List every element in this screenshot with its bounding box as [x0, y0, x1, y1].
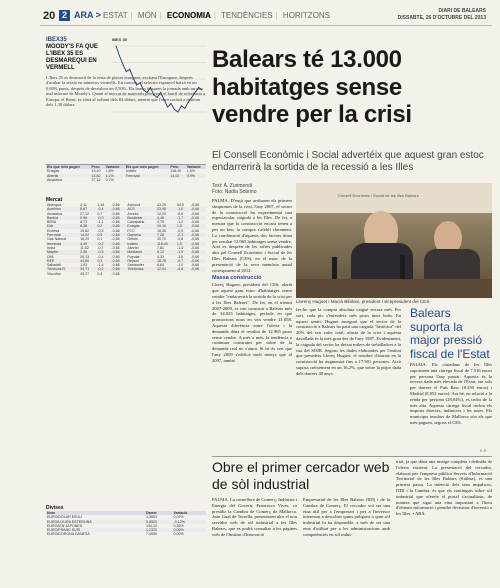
- table-cell: -0,12%: [173, 520, 206, 524]
- table-cell: Popular: [127, 254, 140, 259]
- table-cell: REE: [46, 259, 79, 263]
- table-cell: OHL: [47, 254, 55, 259]
- photo-backdrop-sign: Consell Econòmic i Social de les Illes Balears: [338, 193, 419, 198]
- table-cell: -0,66: [190, 207, 206, 211]
- indices-header-price: Preu: [91, 165, 105, 169]
- table-cell: 26,13: [80, 254, 90, 259]
- indices-header-name-2: Els que més pugen: [125, 165, 170, 169]
- table-cell: 7,28: [156, 233, 176, 237]
- table-cell: -0,4: [97, 254, 104, 259]
- table-cell: -1,7: [176, 216, 190, 220]
- table-cell: 43,20: [157, 203, 167, 207]
- table-cell: -0,5: [96, 250, 110, 254]
- table-cell: -0,66: [111, 228, 120, 233]
- table-cell: 0,9: [96, 233, 110, 237]
- table-cell: -0,66: [111, 245, 120, 250]
- table-cell: 4,48: [156, 216, 176, 220]
- article-subhead: Massa construcció: [212, 275, 262, 282]
- publication-info: [398, 8, 486, 22]
- mercat-table: [46, 203, 206, 276]
- table-cell: Arcelor: [127, 211, 139, 216]
- photo-table: [296, 279, 492, 298]
- table-cell: -1,0: [176, 263, 184, 268]
- table-cell: Amadeus: [47, 177, 63, 182]
- table-cell: -0,66: [110, 250, 126, 254]
- table-cell: Acciona: [127, 203, 141, 207]
- ibex-tag: IBEX35: [46, 37, 67, 43]
- table-cell: 0,4: [97, 271, 103, 276]
- table-cell: 30,70: [157, 237, 167, 242]
- table-cell: Mapfre: [46, 250, 79, 254]
- table-cell: 34,71: [79, 267, 96, 271]
- headline-line-1: Balears té 13.000: [212, 46, 402, 73]
- table-cell: -0,66: [190, 224, 206, 228]
- divises-label: Divises: [46, 505, 64, 511]
- section-name[interactable]: ARA >: [74, 10, 101, 20]
- table-cell: 0,1: [97, 237, 103, 242]
- publication-name: DIARI DE BALEARS: [438, 8, 486, 14]
- page-header: [40, 6, 492, 26]
- indices-header-change: Variació: [105, 165, 125, 169]
- table-cell: 4,33: [157, 254, 165, 259]
- table-cell: -1,0: [176, 207, 190, 211]
- sidebar-headline: Balears suporta la major pressió fiscal de l'Estat: [410, 306, 490, 361]
- table-cell: Ferrovial: [46, 233, 79, 237]
- table-cell: -1,4: [97, 263, 104, 268]
- table-cell: 118,40: [170, 169, 182, 174]
- table-cell: 0,9%: [186, 174, 206, 178]
- article2-column-2: Empresarial de les Illes Balears (IDI) i de la Cambra de Comerç. El cercador vol ser una eina útil per a l'empresari i per a l'inversor interessat a descobrir quins polígons o quin sòl industrial hi ha disponible, a més de ser una eina d'utilitat per a les administracions amb competències en sòl indus-: [303, 497, 390, 537]
- table-cell: -0,66: [110, 233, 126, 237]
- table-cell: Mediaset: [126, 250, 156, 254]
- table-cell: 11,52: [80, 245, 89, 250]
- article2-column-1: PALMA. La consellera de Comerç, Indústria i Energia del Govern, Francesca Vives, va presidir la Cambra de Comerç de Mallorca, Joan Gual de Torrella, presentaren ahir el nou servidor web de sòl industrial a les Illes Balears, que es podrà consultar a les pàgines web de l'Institut d'Innovació: [212, 497, 297, 537]
- table-cell: 0,7%: [105, 177, 114, 182]
- byline: [212, 183, 292, 195]
- nav-item-horitzons[interactable]: HORITZONS: [282, 11, 331, 20]
- table-cell: Acerinox: [46, 207, 79, 211]
- table-cell: -1,6: [176, 254, 184, 259]
- divises-header-last: Darrer: [145, 511, 173, 515]
- indices-header-change-2: Variació: [186, 165, 206, 169]
- table-row: [46, 272, 206, 276]
- table-cell: Grifols: [127, 237, 138, 242]
- table-cell: Gas Natural: [47, 237, 67, 242]
- table-cell: 1,45: [97, 203, 105, 207]
- table-cell: 12,20: [157, 211, 167, 216]
- table-cell: 0,35%: [173, 523, 184, 528]
- table-cell: -0,2: [96, 267, 110, 271]
- table-cell: 2,96: [79, 250, 96, 254]
- ibex-summary: L'Ibex 35 es desmarcà de la resta de places europees, excitant l'Europace, després d'acabar la sessió en números vermells. En concret, el selectiu espanyol baixà en un 0,60% punts, després de desvalora un 0,50%. Els bancs feixaren la jornada amb un clar mal informe de Moody's. Quant al mercat de materials primeres, el barril de referència a Europa, el Brent, es situà al voltant dels 84 dòlars, mentre que l'euro cotitzà a fenitom dels 1,38 dòlars.: [46, 75, 205, 108]
- table-cell: -0,66: [190, 228, 200, 233]
- nav-item-economia[interactable]: ECONOMIA: [166, 11, 211, 20]
- ibex-data-point: [177, 112, 178, 113]
- indices-header-price-2: Preu: [169, 165, 185, 169]
- table-cell: -0,66: [190, 267, 206, 271]
- table-cell: Santander: [127, 263, 144, 268]
- table-cell: -0,66: [190, 203, 200, 207]
- table-cell: 1,2320: [145, 528, 173, 532]
- article-divider: [212, 456, 492, 457]
- ibex-data-point: [129, 69, 130, 70]
- table-cell: Telefónica: [126, 267, 156, 271]
- header-rule: [40, 25, 492, 26]
- section-nav: ESTAT | MÓN | ECONOMIA | TENDÈNCIES | HORITZONS: [103, 11, 331, 20]
- ibex-box: [46, 37, 108, 72]
- table-cell: -0,66: [190, 263, 200, 268]
- divises-table: [46, 511, 206, 537]
- table-cell: Gamesa: [126, 233, 156, 237]
- table-cell: -1,1: [97, 220, 104, 225]
- article-col1-text: PALMA. D'ençà que arribaren els primers símptomes de la crisi, l'any 2007, el sector de la construcció ha experimentat una espectacular caiguda a les Illes. De fet, a mesura que la construcció encara tenen a pes no ben, la compra s'afeblí clarament. La combinació d'aquests dos factors dona per resultat 12.965 habitatges sense vendre. Així es desprèn de les xifres publicades ahir pel Consell Econòmic i Social de les Illes Balears (CES), en el marc de la presentació de la seva memòria anual corresponent al 2012.: [212, 198, 292, 273]
- table-cell: 27,12: [80, 211, 90, 216]
- table-cell: -0,66: [110, 207, 126, 211]
- table-cell: -0,66: [110, 224, 126, 228]
- table-cell: Jazztel: [127, 245, 139, 250]
- table-cell: 1,1%: [105, 174, 125, 178]
- photo-caption: Llorenç Huguet i Macià Bibiloni, president i vicepresident del CES.: [296, 299, 431, 304]
- table-cell: FCC: [127, 228, 135, 233]
- table-cell: EURO/DÒLAR EEUU: [47, 515, 82, 520]
- article-col1b-text: Lloreç Huguet, president del CES, alertà que aquest gran estoc d'habitatges sense vendre "endarrerirà la sortida de la crisi per a les Illes Balears". De fet, en el trienni 2007-2009, es van construir a Balears més de 34.023 habitatges, període en què promocions nous en van vendre 21.058. Aquesta diferència entre l'oferta i la demanda dóna el resultat de 12.965 pisos sense vendre. A més a més, la tendència a continuar construint per sobre de la demanda real no s'atura. Si bé és cert que l'any 2009 s'edificà molt menys que al 2007, també.: [212, 282, 292, 363]
- table-cell: EURO/IEN JAPONÈS: [47, 523, 83, 528]
- table-cell: -0,66: [190, 237, 200, 242]
- table-cell: 0,3: [96, 259, 110, 263]
- table-cell: -0,66: [190, 250, 206, 254]
- table-cell: -0,66: [190, 233, 206, 237]
- table-cell: Técnicas R.: [46, 267, 79, 271]
- table-cell: 16,20: [80, 237, 90, 242]
- table-cell: 19,62: [80, 228, 90, 233]
- indices-table: [46, 165, 206, 182]
- ibex-data-point: [184, 108, 185, 109]
- table-cell: 0,7: [97, 211, 103, 216]
- table-cell: Caixabank: [127, 220, 145, 225]
- indices-section: [46, 164, 206, 182]
- main-headline: [212, 46, 492, 129]
- table-cell: 118,40: [156, 242, 176, 246]
- sidebar-tag: E.P.: [480, 448, 488, 453]
- table-cell: 1,93: [80, 263, 88, 268]
- table-cell: -0,66: [111, 237, 120, 242]
- table-cell: -0,8: [176, 267, 190, 271]
- table-cell: Bankia: [46, 216, 79, 220]
- markets-column: [46, 37, 206, 582]
- table-cell: -0,66: [110, 242, 126, 246]
- table-cell: 0,2: [96, 224, 110, 228]
- table-cell: Repsol: [126, 259, 156, 263]
- table-cell: -0,8: [176, 237, 184, 242]
- table-cell: -0,4: [96, 207, 110, 211]
- table-cell: 7,4590: [146, 532, 157, 537]
- divises-header-name: Nom: [46, 511, 145, 515]
- table-cell: -0,66: [190, 216, 206, 220]
- table-cell: -0,2: [96, 242, 110, 246]
- table-cell: EURO/LLIURA ESTERLINA: [46, 520, 145, 524]
- table-cell: 14,02: [79, 233, 96, 237]
- table-cell: DIA: [46, 224, 79, 228]
- table-cell: 8,87: [79, 207, 96, 211]
- section-badge: 2: [59, 10, 70, 21]
- table-cell: -0,66: [190, 220, 200, 225]
- table-cell: EURO/FRANC SUÍS: [46, 528, 145, 532]
- table-cell: 1,8%: [105, 169, 114, 174]
- indices-header-name: Els que més pugen: [46, 165, 91, 169]
- microphone-icon: [332, 257, 337, 279]
- table-cell: Bankinter: [126, 216, 156, 220]
- headline-line-2: habitatges sense: [212, 73, 402, 101]
- photo-backdrop: [296, 183, 492, 213]
- table-cell: -2,1: [176, 233, 190, 237]
- article-photo: [296, 183, 492, 298]
- table-cell: 4,49: [79, 242, 96, 246]
- table-row: [46, 178, 206, 182]
- table-cell: -0,66: [111, 263, 120, 268]
- table-cell: ACS: [126, 207, 156, 211]
- chart-title: IBEX 35: [112, 37, 127, 42]
- table-cell: 2,11: [80, 203, 87, 207]
- table-cell: 134,12: [146, 523, 157, 528]
- ibex-data-point: [119, 55, 120, 56]
- table-cell: 44,9: [176, 203, 184, 207]
- table-cell: Sabadell: [47, 263, 61, 268]
- table-cell: 19,10: [156, 224, 176, 228]
- table-cell: -0,66: [111, 220, 120, 225]
- table-cell: -0,66: [111, 211, 120, 216]
- table-cell: 19,10: [91, 169, 101, 174]
- table-cell: Enagás: [126, 224, 156, 228]
- table-cell: -1,2: [176, 220, 184, 225]
- table-cell: -1,9: [176, 250, 190, 254]
- table-cell: 18,78: [156, 259, 176, 263]
- table-cell: -0,9: [176, 228, 184, 233]
- article2-column-3: trial, ja que dóna una imatge completa i definida de l'oferta existent. La presentació del cercador, elaborat per l'empresa pública Serveis d'Informació Territorial de les Illes Balears (Sitibsa), és una primera passa. La intenció dels seus impulsors, l'IDI i la Cambra, és que els continguts sobre sòl industrial que ofereix el portal s'actualitzin, de manera que sigui una eina important a l'hora d'obtenir informació i prendre decisions d'inversió a les Illes. • ARA: [396, 459, 492, 517]
- microphone-icon-2: [400, 255, 405, 279]
- table-cell: 0,96: [79, 216, 96, 220]
- byline-text: Text: A. Zurimendi: [212, 183, 253, 189]
- table-cell: 6,64: [157, 263, 165, 268]
- divises-header-change: Variació: [173, 511, 206, 515]
- subheadline: El Consell Econòmic i Social advertéix que aquest gran estoc endarrerirà la sortida de la recessió a les Illes: [212, 150, 484, 173]
- table-cell: -0,66: [111, 203, 120, 207]
- table-cell: Inditex: [126, 242, 156, 246]
- table-cell: 23,95: [156, 207, 176, 211]
- ibex-data-point: [174, 109, 175, 110]
- mercat-section: [46, 197, 206, 276]
- table-row: [46, 532, 206, 536]
- table-cell: 8,12: [156, 250, 176, 254]
- headline-line-3: vendre per la crisi: [212, 101, 412, 128]
- table-cell: Inditex: [125, 169, 137, 174]
- table-cell: Amadeus: [47, 211, 63, 216]
- table-cell: -0,9: [96, 216, 110, 220]
- table-cell: 0,00%: [173, 532, 184, 537]
- table-cell: Iberdrola: [46, 242, 79, 246]
- byline-photo: Foto: Nadia Sobrino: [212, 189, 257, 195]
- page-number: 20: [43, 10, 56, 22]
- table-cell: -0,66: [111, 271, 120, 276]
- table-cell: -0,3: [97, 228, 104, 233]
- nav-item-estat[interactable]: ESTAT: [103, 11, 128, 20]
- table-cell: 0,06%: [173, 528, 206, 532]
- table-cell: EURO/CORONA DANESA: [47, 532, 90, 537]
- table-cell: Abengoa: [47, 203, 62, 207]
- table-cell: 0,02%: [173, 515, 184, 520]
- table-cell: -0,66: [110, 259, 126, 263]
- second-headline: Obre el primer cercador web de sòl industrial: [212, 459, 390, 492]
- table-cell: 6,38: [79, 224, 96, 228]
- table-cell: 16,35: [157, 228, 167, 233]
- table-cell: -0,6: [176, 211, 184, 216]
- table-cell: 14,02: [169, 174, 185, 178]
- table-cell: -0,66: [110, 267, 126, 271]
- table-cell: 1,8: [176, 224, 190, 228]
- table-cell: BBVA: [47, 220, 57, 225]
- nav-item-tendencies[interactable]: TENDÈNCIES: [221, 11, 273, 20]
- table-cell: -0,66: [190, 259, 206, 263]
- table-cell: Ferrovial: [125, 174, 170, 178]
- ibex-data-point: [126, 71, 127, 72]
- table-cell: Enagás: [47, 169, 60, 174]
- nav-item-mon[interactable]: MÓN: [137, 11, 157, 20]
- table-cell: Abertis: [46, 174, 91, 178]
- table-cell: -0,66: [111, 254, 120, 259]
- table-cell: -0,66: [190, 242, 206, 246]
- article-column-1: [212, 198, 292, 456]
- table-cell: Indra: [47, 245, 56, 250]
- table-cell: 12,04: [156, 267, 176, 271]
- sidebar-body: PALMA. Els ciutadans de les Illes suportaren una càrrega fiscal de 7.516 euros per persona l'any passat. Aquesta és la tercera dada més elevada de l'Estat, tan sols per darrere el País Basc (8.350 euros) i Madrid (8.052 euros). Ara bé, en relació a la renda per persona (28,04%), es troba de la més alta. Aquesta càrrega fiscal inclou els imposts directes, indirectes i les taxes. Els municipis insulars de Mallorca són els que més paguen, segons el CES.: [410, 362, 492, 425]
- publication-date: DISSABTE, 26 D'OCTUBRE DEL 2013: [397, 15, 486, 21]
- divises-section: [46, 505, 206, 537]
- table-cell: -0,7: [176, 259, 190, 263]
- table-cell: 3,76: [157, 220, 165, 225]
- table-cell: 0,8520: [145, 520, 173, 524]
- table-cell: 1,5%: [186, 169, 195, 174]
- table-cell: 40,27: [80, 271, 90, 276]
- table-cell: 1,3803: [146, 515, 157, 520]
- table-cell: -0,66: [190, 211, 200, 216]
- table-cell: -0,7: [97, 245, 104, 250]
- article-column-2: fes-ho que la compra absoluta caigué encara més. Per sort, cada pic s'entendeix més pisos nous buits. En aquest sentit, Huguet assegurà que el sector de la construcció a Balears ha patit una caiguda "històrica" del 20% del seu valor total, afusta de la crisi i aquesta davallada és la més gran des de l'any 1987. Evidentment, la caiguda del sector ha deixat milers de treballadors a la cua del SOIB. Segons les dades elaborades per l'entitat que presideix Lloreç Huguet, el nombre d'aturats en la construcció ha augmentat fins a 17.501 persones. Això suposa créixement en un 16,2%, que sobre la pitjor dada dels darrers 40 anys.: [296, 307, 401, 376]
- table-cell: 1,5: [176, 242, 190, 246]
- table-cell: 14,62: [91, 174, 105, 178]
- table-cell: -0,66: [110, 216, 126, 220]
- table-cell: 27,12: [91, 177, 101, 182]
- table-cell: -1,3: [176, 245, 184, 250]
- mercat-label: Mercat: [46, 197, 63, 203]
- table-cell: 8,73: [80, 220, 88, 225]
- table-cell: Endesa: [47, 228, 60, 233]
- table-cell: 44,60: [79, 259, 96, 263]
- table-cell: -0,66: [190, 254, 200, 259]
- table-cell: -0,66: [190, 245, 200, 250]
- table-cell: 7,81: [157, 245, 165, 250]
- table-cell: Viscofan: [47, 271, 61, 276]
- ibex-data-point: [122, 64, 123, 65]
- ibex-headline: MOODY'S FA QUE L'IBEX 35 ES DESMAREQUI EN VERMELL: [46, 44, 98, 71]
- ibex-data-point: [116, 46, 117, 47]
